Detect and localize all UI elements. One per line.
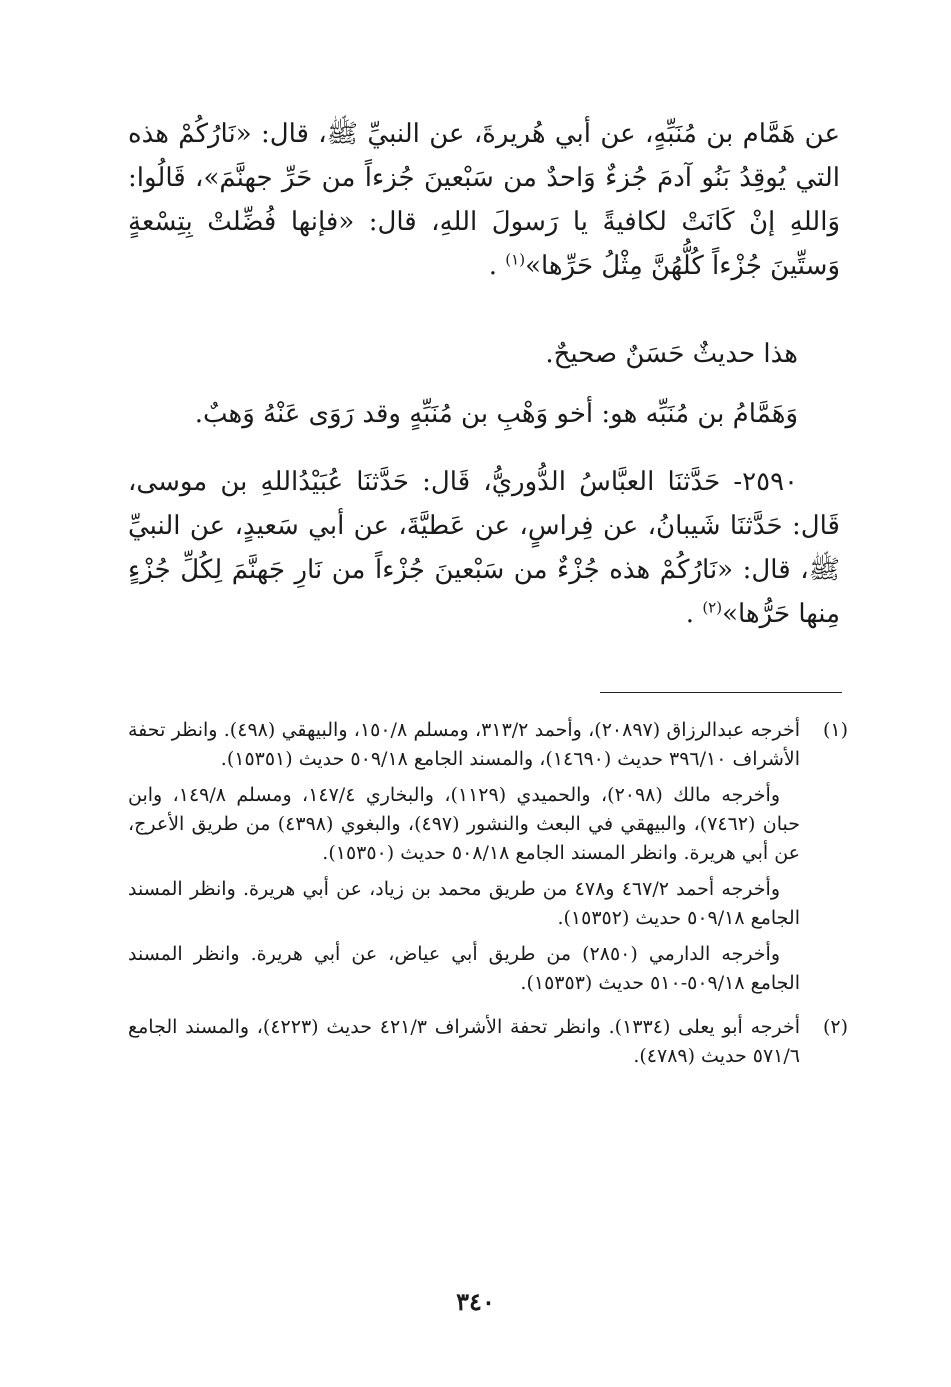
footnote-paragraph: أخرجه عبدالرزاق (٢٠٨٩٧)، وأحمد ٣١٣/٢، ومسلم ١٥٠/٨، والبيهقي (٤٩٨). وانظر تحفة الأشراف ٣٩٦/١٠ حديث (١٤٦٩٠)، والمسند الجامع ٥٠٩/١٨ حديث (١٥٣٥١).	[128, 719, 800, 770]
hadith-2-text: حَدَّثنَا العبَّاسُ الدُّوريُّ، قَال: حَدَّثنَا عُبَيْدُاللهِ بن موسى، قَال: حَدَّثنَا شَيبانُ، عن فِراسٍ، عن عَطيَّةَ، عن أبي سَعيدٍ، عن النبيِّ ﷺ، قال: «نَارُكُمْ هذه جُزْءٌ من سَبْعينَ جُزْءاً من نَارِ جَهنَّمَ لِكُلِّ جُزْءٍ مِنها حَرُّها»	[128, 467, 840, 629]
footnote-paragraph: وأخرجه أحمد ٤٦٧/٢ و٤٧٨ من طريق محمد بن زياد، عن أبي هريرة. وانظر المسند الجامع ٥٠٩/١٨ حديث (١٥٣٥٢).	[128, 878, 800, 929]
footnote-1	[128, 716, 848, 1005]
grading-text: هذا حديثٌ حَسَنٌ صحيحٌ.	[545, 339, 798, 369]
commentary	[128, 332, 840, 452]
footnote-ref-2[interactable]: (٢)	[702, 598, 723, 617]
footnote-2	[128, 1013, 848, 1078]
footnote-ref-1[interactable]: (١)	[505, 250, 526, 269]
footnote-paragraph: أخرجه أبو يعلى (١٣٣٤). وانظر تحفة الأشراف ٤٢١/٣ حديث (٤٢٢٣)، والمسند الجامع ٥٧١/٦ حديث (٤٧٨٩).	[128, 1016, 801, 1067]
narrator-note: وَهَمَّامُ بن مُنَبِّه هو: أخو وَهْبِ بن مُنَبِّهٍ وقد رَوَى عَنْهُ وَهبٌ.	[194, 399, 798, 429]
hadith-1-text: عن هَمَّام بن مُنَبِّهٍ، عن أبي هُريرةَ، عن النبيِّ ﷺ، قال: «نَارُكُمْ هذه التي يُوقِدُ بَنُو آدمَ جُزءٌ وَاحدٌ من سَبْعينَ جُزءاً من حَرِّ جهنَّمَ»، قَالُوا: وَاللهِ إنْ كَانَتْ لكافيةً يا رَسولَ اللهِ، قال: «فإنها فُضِّلتْ بِتِسْعةٍ وَستِّينَ جُزْءاً كُلُّهُنَّ مِثْلُ حَرِّها»	[128, 119, 840, 281]
footnote-mark: (٢)	[822, 1016, 848, 1038]
hadith-1-paragraph	[128, 112, 840, 288]
footnote-divider	[600, 692, 842, 693]
hadith-1-end: .	[488, 251, 506, 281]
footnote-paragraph: وأخرجه الدارمي (٢٨٥٠) من طريق أبي عياض، عن أبي هريرة. وانظر المسند الجامع ٥٠٩/١٨-٥١٠ حديث (١٥٣٥٣).	[128, 943, 800, 994]
footnote-paragraph: وأخرجه مالك (٢٠٩٨)، والحميدي (١١٢٩)، والبخاري ١٤٧/٤، ومسلم ١٤٩/٨، وابن حبان (٧٤٦٢)، والبيهقي في البعث والنشور (٤٩٧)، والبغوي (٤٣٩٨) من طريق الأعرج، عن أبي هريرة. وانظر المسند الجامع ٥٠٨/١٨ حديث (١٥٣٥٠).	[128, 784, 800, 864]
hadith-number: ٢٥٩٠-	[733, 467, 798, 497]
hadith-2-end: .	[685, 599, 703, 629]
hadith-2	[128, 460, 840, 636]
footnote-body	[128, 716, 800, 1005]
footnotes	[128, 716, 848, 1086]
footnote-mark: (١)	[822, 719, 848, 741]
page-number: ٣٤٠	[456, 1287, 495, 1316]
hadith-1	[128, 112, 840, 288]
footnote-body	[128, 1013, 800, 1078]
